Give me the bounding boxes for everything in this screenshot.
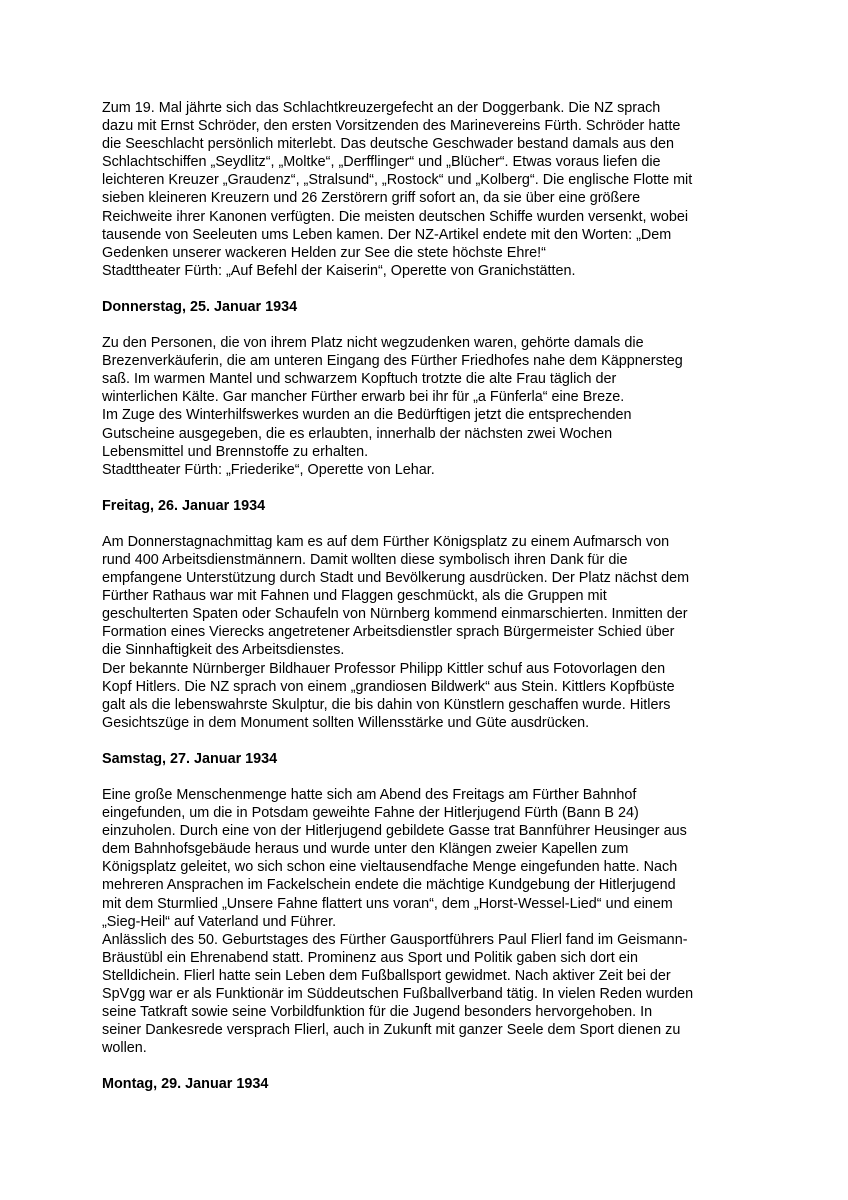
text-line: mit dem Sturmlied „Unsere Fahne flattert uns voran“, dem „Horst-Wessel-Lied“ und einem: [102, 895, 673, 912]
paragraph: [102, 99, 742, 262]
text-line: seine Tatkraft sowie seine Vorbildfunktion für die Jugend besonders hervorgehoben. In: [102, 1004, 653, 1021]
text-line: die Seeschlacht persönlich miterlebt. Das deutsche Geschwader bestand damals aus den: [102, 136, 674, 153]
text-line: dem Bahnhofsgebäude heraus und wurde unter den Klängen zweier Kapellen zum: [102, 841, 629, 858]
text-line: tausende von Seeleuten ums Leben kamen. Der NZ-Artikel endete mit den Worten: „Dem: [102, 226, 672, 243]
section-heading: Samstag, 27. Januar 1934: [102, 750, 278, 767]
text-line: Stelldichein. Flierl hatte sein Leben dem Fußballsport gewidmet. Nach aktiver Zeit bei der: [102, 967, 671, 984]
section-freitag: [102, 497, 742, 732]
section-donnerstag: [102, 298, 742, 479]
text-line: saß. Im warmen Mantel und schwarzem Kopftuch trotzte die alte Frau täglich der: [102, 371, 617, 388]
paragraph: [102, 406, 742, 460]
text-line: rund 400 Arbeitsdienstmännern. Damit wollten diese symbolisch ihren Dank für die: [102, 551, 628, 568]
text-line: Schlachtschiffen „Seydlitz“, „Moltke“, „Derfflinger“ und „Blücher“. Etwas voraus liefen die: [102, 154, 661, 171]
text-line: geschulterten Spaten oder Schaufeln von Nürnberg kommend einmarschierten. Inmitten der: [102, 606, 688, 623]
text-line: einzuholen. Durch eine von der Hitlerjugend gebildete Gasse trat Bannführer Heusinger aus: [102, 823, 687, 840]
text-line: Königsplatz geleitet, wo sich schon eine vieltausendfache Menge eingefunden hatte. Nach: [102, 859, 678, 876]
text-line: Im Zuge des Winterhilfswerkes wurden an die Bedürftigen jetzt die entsprechenden: [102, 407, 632, 424]
paragraph: [102, 461, 742, 479]
text-line: Der bekannte Nürnberger Bildhauer Professor Philipp Kittler schuf aus Fotovorlagen den: [102, 660, 666, 677]
text-line: Formation eines Vierecks angetretener Arbeitsdienstler sprach Bürgermeister Schied über: [102, 624, 675, 641]
text-line: Stadttheater Fürth: „Friederike“, Operette von Lehar.: [102, 461, 435, 478]
text-line: Fürther Rathaus war mit Fahnen und Flaggen geschmückt, als die Gruppen mit: [102, 588, 607, 605]
text-line: eingefunden, um die in Potsdam geweihte Fahne der Hitlerjugend Fürth (Bann B 24): [102, 805, 639, 822]
text-line: empfangene Unterstützung durch Stadt und Bevölkerung ausdrücken. Der Platz nächst dem: [102, 570, 690, 587]
section-samstag: [102, 750, 742, 1058]
text-line: SpVgg war er als Funktionär im Süddeutschen Fußballverband tätig. In vielen Reden wurden: [102, 986, 694, 1003]
text-line: Anlässlich des 50. Geburtstages des Fürther Gausportführers Paul Flierl fand im Geismann-: [102, 931, 688, 948]
text-line: Reichweite ihrer Kanonen verfügten. Die meisten deutschen Schiffe wurden versenkt, wobei: [102, 208, 689, 225]
section-montag: [102, 1075, 742, 1093]
text-line: die Sinnhaftigkeit des Arbeitsdienstes.: [102, 642, 345, 659]
text-line: mehreren Ansprachen im Fackelschein endete die mächtige Kundgebung der Hitlerjugend: [102, 877, 676, 894]
text-line: galt als die lebenswahrste Skulptur, die bis dahin von Künstlern geschaffen wurde. Hitlers: [102, 696, 671, 713]
text-line: leichteren Kreuzer „Graudenz“, „Stralsund“, „Rostock“ und „Kolberg“. Die englische Flotte mit: [102, 172, 693, 189]
text-line: Zum 19. Mal jährte sich das Schlachtkreuzergefecht an der Doggerbank. Die NZ sprach: [102, 100, 661, 116]
document-page: [102, 99, 742, 1094]
section-heading: Montag, 29. Januar 1934: [102, 1076, 269, 1093]
text-line: Kopf Hitlers. Die NZ sprach von einem „grandiosen Bildwerk“ aus Stein. Kittlers Kopfbüste: [102, 678, 675, 695]
text-line: wollen.: [102, 1040, 147, 1057]
text-line: Eine große Menschenmenge hatte sich am Abend des Freitags am Fürther Bahnhof: [102, 787, 637, 803]
text-line: winterlichen Kälte. Gar mancher Fürther erwarb bei ihr für „a Fünferla“ eine Breze.: [102, 389, 625, 406]
text-line: sieben kleineren Kreuzern und 26 Zerstörern griff sofort an, da sie über eine größere: [102, 190, 641, 207]
paragraph: [102, 660, 742, 732]
text-line: Gedenken unserer wackeren Helden zur See die stete höchste Ehre!“: [102, 244, 546, 261]
paragraph: [102, 262, 742, 280]
paragraph: [102, 334, 742, 406]
text-line: „Sieg-Heil“ auf Vaterland und Führer.: [102, 913, 337, 930]
text-line: seiner Dankesrede versprach Flierl, auch in Zukunft mit ganzer Seele dem Sport dienen zu: [102, 1022, 681, 1039]
text-line: Gesichtszüge in dem Monument sollten Willensstärke und Güte ausdrücken.: [102, 714, 590, 731]
paragraph: [102, 786, 742, 931]
paragraph: [102, 931, 742, 1058]
text-line: Bräustübl ein Ehrenabend statt. Prominenz aus Sport und Politik gaben sich dort ein: [102, 949, 638, 966]
text-line: dazu mit Ernst Schröder, den ersten Vorsitzenden des Marinevereins Fürth. Schröder hatte: [102, 118, 681, 135]
paragraph: [102, 533, 742, 660]
text-line: Lebensmittel und Brennstoffe zu erhalten.: [102, 443, 369, 460]
text-line: Brezenverkäuferin, die am unteren Eingang des Fürther Friedhofes nahe dem Käppnersteg: [102, 353, 683, 370]
text-line: Am Donnerstagnachmittag kam es auf dem Fürther Königsplatz zu einem Aufmarsch von: [102, 533, 670, 550]
section-heading: Freitag, 26. Januar 1934: [102, 497, 266, 514]
text-line: Stadttheater Fürth: „Auf Befehl der Kaiserin“, Operette von Granichstätten.: [102, 262, 576, 279]
section-heading: Donnerstag, 25. Januar 1934: [102, 298, 298, 315]
section-intro: [102, 99, 742, 280]
text-line: Zu den Personen, die von ihrem Platz nicht wegzudenken waren, gehörte damals die: [102, 335, 644, 352]
text-line: Gutscheine ausgegeben, die es erlaubten, innerhalb der nächsten zwei Wochen: [102, 425, 613, 442]
